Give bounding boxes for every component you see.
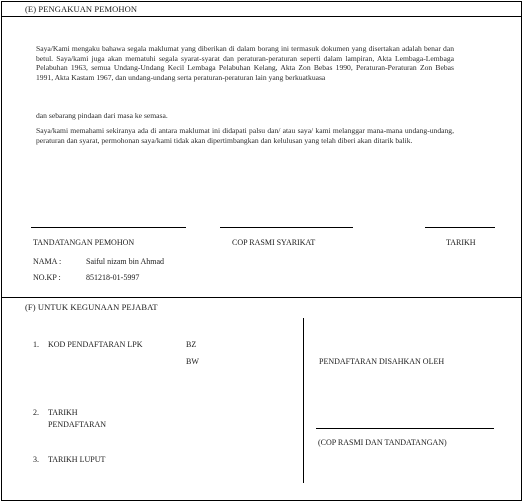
- signature-label: TANDATANGAN PEMOHON: [33, 238, 135, 247]
- item-1-number: 1.: [33, 340, 39, 349]
- item-2-number: 2.: [33, 408, 39, 417]
- name-value: Saiful nizam bin Ahmad: [86, 257, 164, 266]
- name-label: NAMA :: [33, 257, 62, 266]
- declaration-paragraph-2: Saya/kami memahami sekiranya ada di antara maklumat ini didapati palsu dan/ atau saya/ kami melanggar mana-mana undang-undang, peraturan dan syarat, permohonan saya/kami tidak akan dipertimbangkan dan kelulusan yang telah diberi akan ditarik balik.: [36, 126, 454, 145]
- declaration-paragraph-1-tail: dan sebarang pindaan dari masa ke semasa.: [36, 111, 168, 120]
- code-bz: BZ: [186, 340, 197, 349]
- official-stamp-label: (COP RASMI DAN TANDATANGAN): [318, 438, 447, 447]
- expiry-date-label: TARIKH LUPUT: [48, 455, 106, 464]
- declaration-paragraph-1: Saya/Kami mengaku bahawa segala maklumat yang diberikan di dalam borang ini termasuk dokumen yang disertakan adalah benar dan betul. Saya/kami juga akan mematuhi segala syarat-syarat dan peraturan-peraturan seperti dalam lampiran, Akta Lembaga-Lembaga Pelabuhan 1963, semua Undang-Undang Kecil Lembaga Pelabuhan Kelang, Akta Zon Bebas 1990, Peraturan-Peraturan Zon Bebas 1991, Akta Kastam 1967, dan undang-undang serta peraturan-peraturan lain yang berkuatkuasa: [36, 44, 454, 82]
- signature-line: [31, 227, 186, 228]
- company-stamp-line: [220, 227, 353, 228]
- section-f-title: (F) UNTUK KEGUNAAN PEJABAT: [25, 302, 158, 312]
- ic-number-value: 851218-01-5997: [86, 273, 140, 282]
- company-stamp-label: COP RASMI SYARIKAT: [232, 238, 316, 247]
- item-3-number: 3.: [33, 455, 39, 464]
- section-e-header-divider: [2, 16, 521, 17]
- official-stamp-line: [316, 428, 494, 429]
- section-e-title: (E) PENGAKUAN PEMOHON: [25, 4, 138, 14]
- code-bw: BW: [186, 357, 199, 366]
- registration-date-label-line1: TARIKH: [48, 408, 78, 417]
- date-line: [425, 227, 495, 228]
- registration-date-label-line2: PENDAFTARAN: [48, 420, 107, 429]
- approved-by-label: PENDAFTARAN DISAHKAN OLEH: [319, 357, 445, 366]
- section-f-column-divider: [303, 318, 304, 483]
- date-label: TARIKH: [446, 238, 476, 247]
- ic-number-label: NO.KP :: [33, 273, 61, 282]
- section-f-divider: [2, 297, 521, 298]
- registration-code-label: KOD PENDAFTARAN LPK: [48, 340, 143, 349]
